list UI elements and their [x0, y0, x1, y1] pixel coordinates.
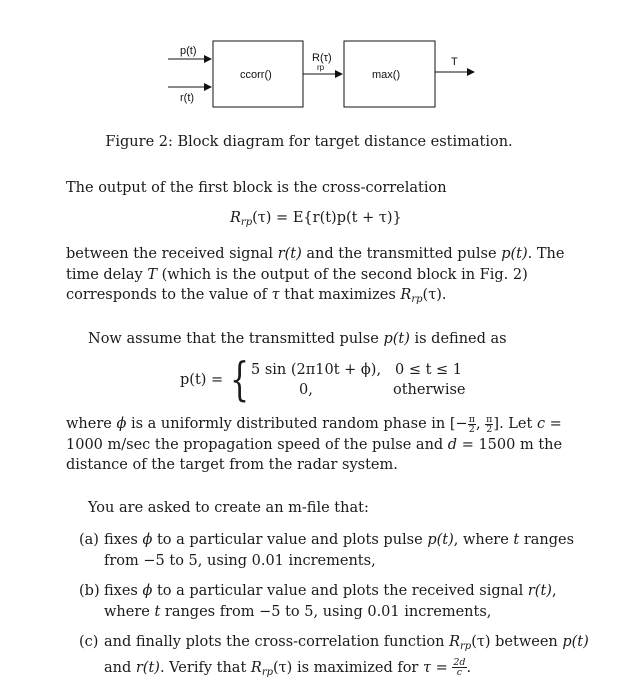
equation-case2-condition: otherwise	[393, 382, 466, 398]
input-p-label: p(t)	[180, 45, 197, 57]
fraction-pi-over-2-pos: $\frac{\pi}{2}$	[486, 413, 493, 435]
fraction-pi-over-2-neg: $\frac{\pi}{2}$	[468, 413, 475, 435]
equation-case2-expression: 0,	[299, 382, 313, 398]
ccorr-block-label: ccorr()	[240, 69, 272, 81]
input-r-label: r(t)	[180, 92, 195, 104]
equation-case1-expression: 5 sin (2π10t + ϕ),	[251, 362, 382, 378]
paragraph-intro: The output of the first block is the cross-correlation	[66, 180, 447, 196]
paragraph-time-delay: between the received signal r(t) and the transmitted pulse p(t). The time delay T (which is the output of the second block in Fig. 2) corresponds to the value of τ that maximizes $R_{rp}(\tau)$.	[66, 246, 565, 305]
paragraph-pulse-definition: Now assume that the transmitted pulse p(t) is defined as	[88, 331, 507, 347]
middle-label-sub: rp	[317, 63, 325, 72]
output-label: T	[451, 56, 458, 68]
equation-cross-correlation: $R_{rp}(\tau) = E\{r(t)p(t + \tau)\}$	[230, 210, 402, 228]
equation-case1-condition: 0 ≤ t ≤ 1	[395, 362, 463, 378]
paragraph-phase-and-constants: where ϕ is a uniformly distributed random phase in [− $\frac{\pi}{2}$ , $\frac{\pi}{2}$ ]. Let c = 1000 m/sec the propagation speed of the pulse and d = 1500 m the distance of the target from the radar system.	[66, 413, 563, 473]
paragraph-task-intro: You are asked to create an m-file that:	[88, 500, 369, 516]
fraction-2d-over-c: $\frac{2d}{c}$	[453, 657, 466, 678]
figure-caption: Figure 2: Block diagram for target distance estimation.	[105, 134, 513, 150]
equation-pulse-lhs: p(t) =	[180, 372, 224, 388]
equation-brace: {	[230, 352, 250, 406]
middle-label: R(τ)	[312, 52, 332, 64]
max-block-label: max()	[372, 69, 401, 81]
block-diagram	[0, 0, 618, 120]
